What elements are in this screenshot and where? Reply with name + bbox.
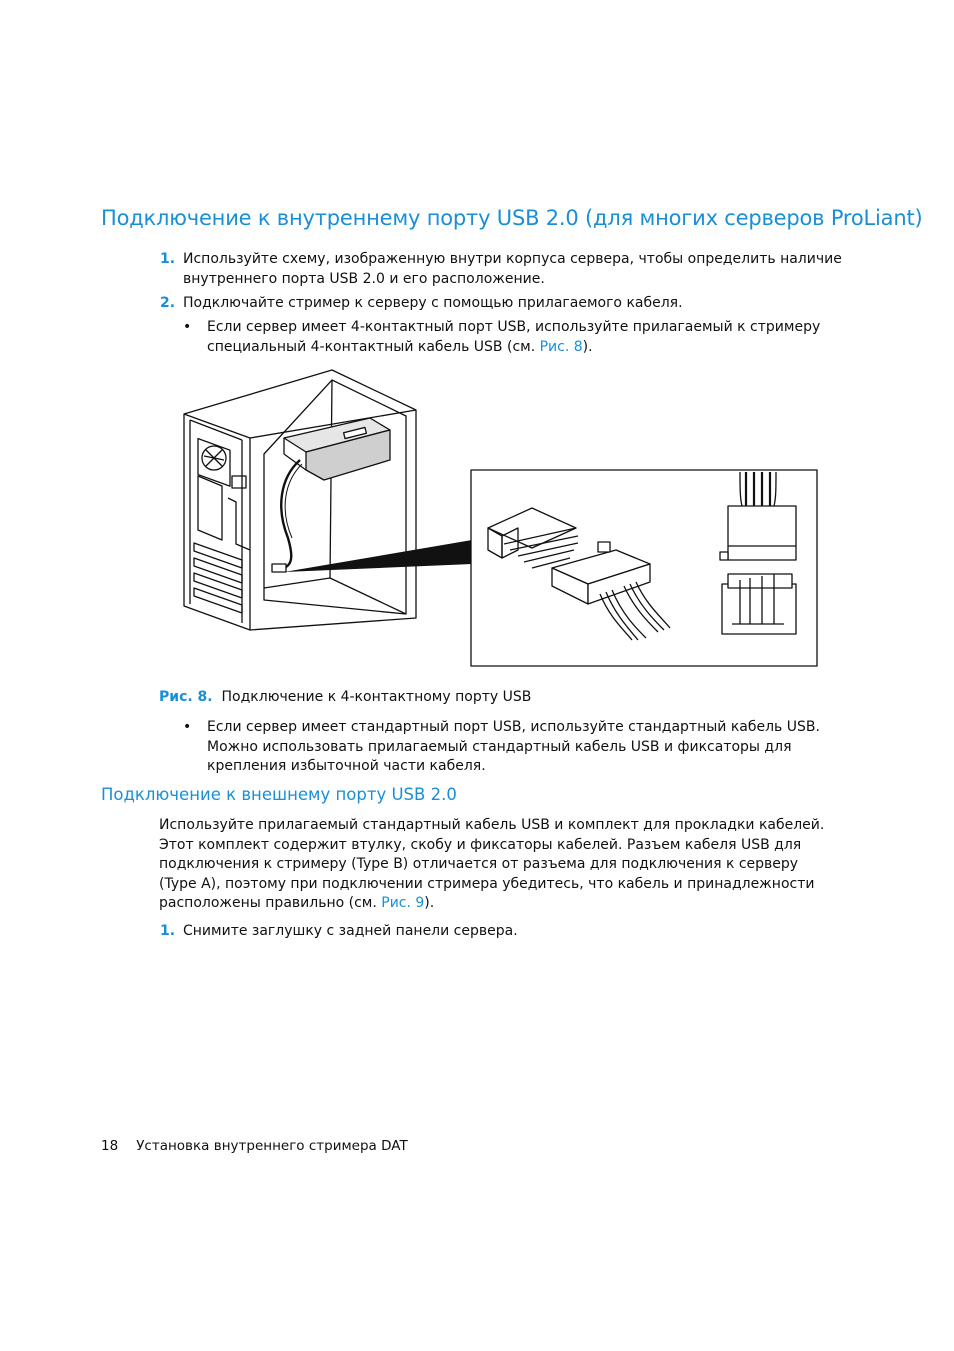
page-footer <box>101 1138 408 1154</box>
external-usb-paragraph: Используйте прилагаемый стандартный кабель USB и комплект для прокладки кабелей. Этот комплект содержит втулку, скобу и фиксаторы кабелей. Разъем кабеля USB для подключения к стримеру (Type B) отличается от разъема для подключения к серверу (Type A), поэтому при подключении стримера убедитесь, что кабель и принадлежности расположены правильно (см. Рис. 9). <box>159 817 825 911</box>
step-text: Снимите заглушку с задней панели сервера. <box>183 923 518 939</box>
bullet-standard-usb <box>183 718 843 778</box>
step-number: 1. <box>160 251 176 267</box>
caption-text: Подключение к 4-контактному порту USB <box>221 689 532 705</box>
server-tower-drawing <box>184 370 416 630</box>
step-number: 2. <box>160 295 176 311</box>
bullet-symbol: • <box>183 719 192 735</box>
figure-8-link[interactable]: Рис. 8 <box>539 338 583 355</box>
document-title: Установка внутреннего стримера DAT <box>136 1138 408 1154</box>
bullet-text: Если сервер имеет 4-контактный порт USB, используйте прилагаемый к стримеру специальный 4-контактный кабель USB (см. Рис. 8). <box>207 319 821 355</box>
step-text: Используйте схему, изображенную внутри корпуса сервера, чтобы определить наличие внутреннего порта USB 2.0 и его расположение. <box>183 251 842 287</box>
step-2 <box>160 294 850 314</box>
page-number: 18 <box>101 1138 119 1154</box>
step-text: Подключайте стример к серверу с помощью прилагаемого кабеля. <box>183 295 683 311</box>
step-1 <box>160 250 850 290</box>
figure-usb-connection-illustration <box>180 368 820 670</box>
section-heading-external-usb: Подключение к внешнему порту USB 2.0 <box>101 785 457 804</box>
section-heading-internal-usb: Подключение к внутреннему порту USB 2.0 (для многих серверов ProLiant) <box>101 206 923 230</box>
step-number: 1. <box>160 923 176 939</box>
figure-caption <box>159 689 531 705</box>
figure-9-link[interactable]: Рис. 9 <box>381 895 425 911</box>
caption-label: Рис. 8. <box>159 689 213 705</box>
external-step-1 <box>160 922 850 942</box>
bullet-text: Если сервер имеет стандартный порт USB, используйте стандартный кабель USB. Можно использовать прилагаемый стандартный кабель USB и фиксаторы для крепления избыточной части кабеля. <box>207 719 820 774</box>
bullet-4pin <box>183 318 843 358</box>
bullet-symbol: • <box>183 319 192 335</box>
